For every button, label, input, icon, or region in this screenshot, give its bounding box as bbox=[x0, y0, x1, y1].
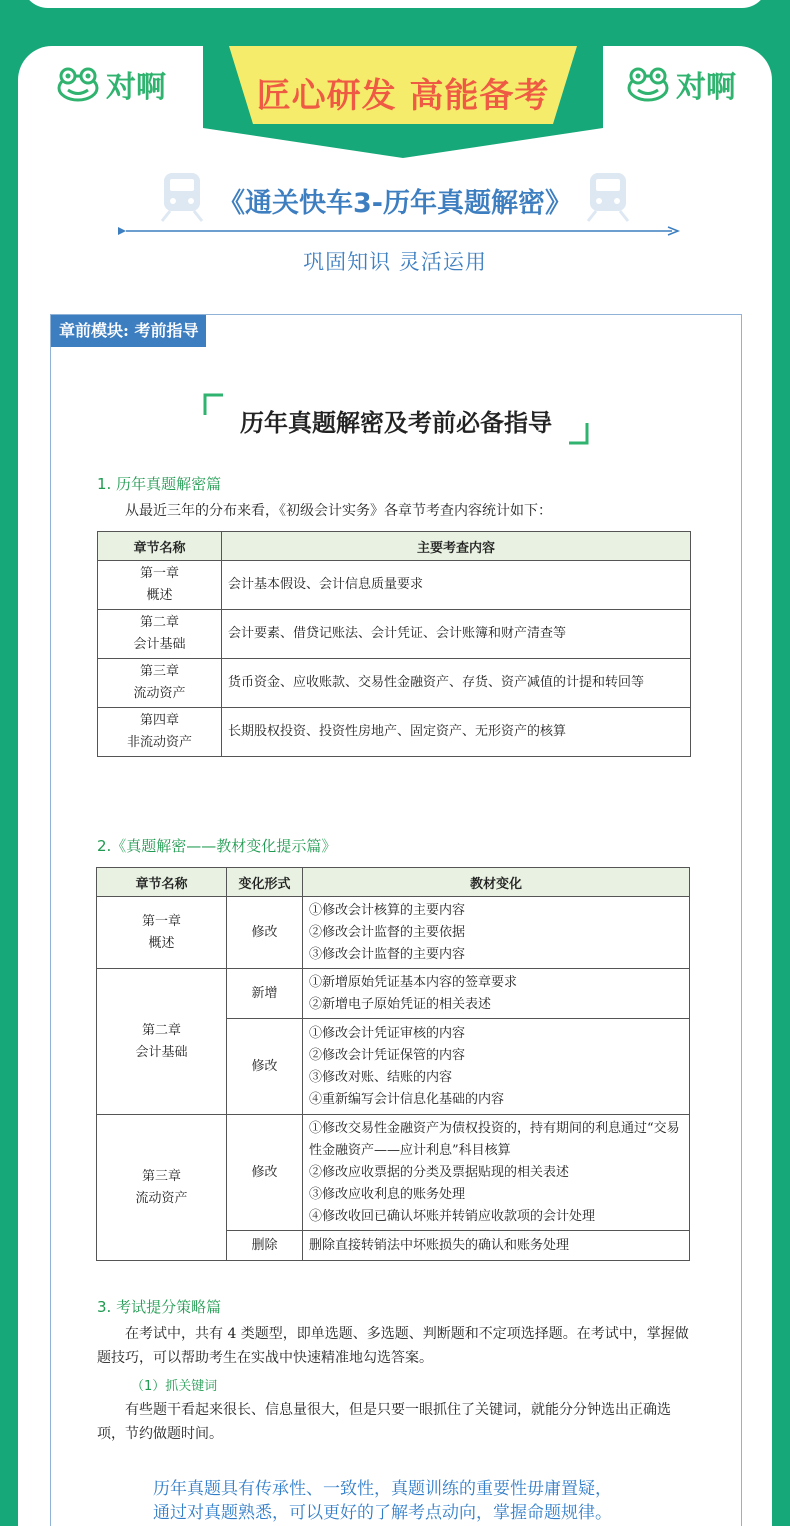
bracket-right-icon bbox=[567, 421, 589, 445]
banner-title: 匠心研发 高能备考 bbox=[256, 76, 550, 116]
exam-content-table bbox=[97, 531, 691, 757]
logo-left bbox=[56, 62, 166, 106]
section1-title: 1. 历年真题解密篇 bbox=[97, 475, 222, 493]
type-cell: 修改 bbox=[227, 897, 303, 969]
table-row bbox=[97, 969, 690, 1019]
type-cell: 修改 bbox=[227, 1115, 303, 1231]
footer-note-line2: 通过对真题熟悉，可以更好的了解考点动向，掌握命题规律。 bbox=[153, 1503, 612, 1523]
section3-para1: 在考试中，共有 4 类题型，即单选题、多选题、判断题和不定项选择题。在考试中，掌握做题技巧，可以帮助考生在实战中快速精准地勾选答案。 bbox=[97, 1326, 689, 1366]
table-row bbox=[98, 610, 691, 659]
main-heading: 历年真题解密及考前必备指导 bbox=[240, 409, 552, 437]
section1-intro: 从最近三年的分布来看，《初级会计实务》各章节考查内容统计如下： bbox=[125, 503, 552, 519]
chapter-cell: 第三章 流动资产 bbox=[98, 659, 222, 708]
header-type: 变化形式 bbox=[227, 868, 303, 897]
panel-tag: 章前模块: 考前指导 bbox=[51, 315, 206, 347]
header-chapter: 章节名称 bbox=[98, 532, 222, 561]
header-content: 主要考查内容 bbox=[222, 532, 691, 561]
textbook-change-table bbox=[96, 867, 690, 1261]
change-cell: ①修改交易性金融资产为债权投资的，持有期间的利息通过“交易性金融资产——应计利息”科目核算 ②修改应收票据的分类及票据贴现的相关表述 ③修改应收利息的账务处理 ④修改收回已确认坏账并转销应收款项的会计处理 bbox=[303, 1115, 690, 1231]
section3-para2: 有些题干看起来很长、信息量很大，但是只要一眼抓住了关键词，就能分分钟选出正确选项，节约做题时间。 bbox=[97, 1402, 671, 1442]
frog-icon bbox=[56, 66, 100, 102]
table-header-row bbox=[97, 868, 690, 897]
table-row bbox=[98, 708, 691, 757]
content-cell: 会计基本假设、会计信息质量要求 bbox=[222, 561, 691, 610]
change-cell: ①修改会计凭证审核的内容 ②修改会计凭证保管的内容 ③修改对账、结账的内容 ④重新编写会计信息化基础的内容 bbox=[303, 1019, 690, 1115]
content-card bbox=[18, 46, 772, 1526]
frog-icon bbox=[626, 66, 670, 102]
section3-title: 3. 考试提分策略篇 bbox=[97, 1298, 222, 1316]
content-cell: 长期股权投资、投资性房地产、固定资产、无形资产的核算 bbox=[222, 708, 691, 757]
chapter-cell: 第一章 概述 bbox=[98, 561, 222, 610]
section3-sub1: （1）抓关键词 bbox=[131, 1379, 218, 1394]
chapter-cell: 第二章 会计基础 bbox=[98, 610, 222, 659]
table-row bbox=[97, 1115, 690, 1231]
header-change: 教材变化 bbox=[303, 868, 690, 897]
chapter-cell: 第四章 非流动资产 bbox=[98, 708, 222, 757]
book-title: 《通关快车3-历年真题解密》 bbox=[218, 188, 572, 219]
guide-panel bbox=[50, 314, 742, 1526]
footer-note-line1: 历年真题具有传承性、一致性，真题训练的重要性毋庸置疑， bbox=[153, 1479, 612, 1499]
banner bbox=[203, 46, 603, 158]
logo-left-text: 对啊 bbox=[106, 70, 166, 105]
chapter-cell: 第一章 概述 bbox=[97, 897, 227, 969]
content-cell: 会计要素、借贷记账法、会计凭证、会计账簿和财产清查等 bbox=[222, 610, 691, 659]
type-cell: 新增 bbox=[227, 969, 303, 1019]
top-strip bbox=[22, 0, 768, 8]
change-cell: ①新增原始凭证基本内容的签章要求 ②新增电子原始凭证的相关表述 bbox=[303, 969, 690, 1019]
type-cell: 删除 bbox=[227, 1231, 303, 1261]
table-row bbox=[98, 561, 691, 610]
table-header-row bbox=[98, 532, 691, 561]
book-subtitle: 巩固知识 灵活运用 bbox=[303, 250, 487, 274]
change-cell: ①修改会计核算的主要内容 ②修改会计监督的主要依据 ③修改会计监督的主要内容 bbox=[303, 897, 690, 969]
section2-title: 2.《真题解密——教材变化提示篇》 bbox=[97, 837, 337, 855]
logo-right-text: 对啊 bbox=[676, 70, 736, 105]
type-cell: 修改 bbox=[227, 1019, 303, 1115]
change-cell: 删除直接转销法中坏账损失的确认和账务处理 bbox=[303, 1231, 690, 1261]
content-cell: 货币资金、应收账款、交易性金融资产、存货、资产减值的计提和转回等 bbox=[222, 659, 691, 708]
chapter-cell: 第二章 会计基础 bbox=[97, 969, 227, 1115]
table-row bbox=[97, 897, 690, 969]
table-row bbox=[98, 659, 691, 708]
chapter-cell: 第三章 流动资产 bbox=[97, 1115, 227, 1261]
logo-right bbox=[626, 62, 736, 106]
arrow-line bbox=[116, 224, 682, 238]
header-chapter: 章节名称 bbox=[97, 868, 227, 897]
